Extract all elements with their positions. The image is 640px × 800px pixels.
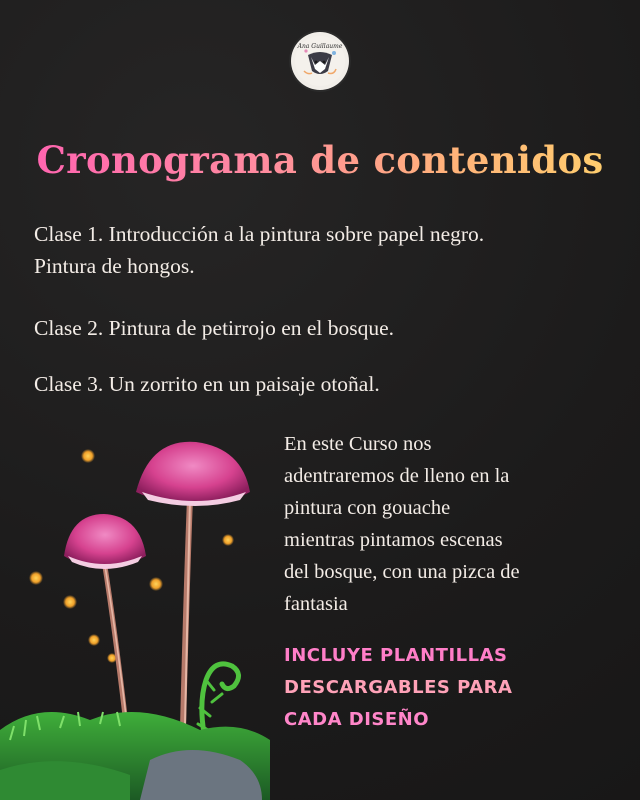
class-1: [34, 218, 614, 282]
logo-text: Ana Guillaume: [297, 43, 343, 50]
page-title: Cronograma de contenidos: [0, 138, 640, 182]
fox-logo-icon: [291, 32, 349, 90]
description-line: fantasia: [284, 593, 348, 615]
mushroom-illustration: [0, 430, 270, 800]
description-line: mientras pintamos escenas: [284, 529, 503, 551]
promo-line: DESCARGABLES PARA: [284, 677, 513, 698]
templates-promo: [284, 640, 614, 736]
promo-line: CADA DISEÑO: [284, 709, 430, 730]
description-line: En este Curso nos: [284, 433, 432, 455]
promo-line: INCLUYE PLANTILLAS: [284, 645, 508, 666]
class-3: Clase 3. Un zorrito en un paisaje otoñal.: [34, 372, 380, 396]
class-1-line-2: Pintura de hongos.: [34, 254, 195, 278]
description-line: adentraremos de lleno en la: [284, 465, 510, 487]
description-line: pintura con gouache: [284, 497, 451, 519]
class-2: Clase 2. Pintura de petirrojo en el bosque.: [34, 316, 395, 340]
description-line: del bosque, con una pizca de: [284, 561, 520, 583]
class-1-line-1: Clase 1. Introducción a la pintura sobre papel negro.: [34, 222, 485, 246]
course-description: [284, 428, 614, 620]
